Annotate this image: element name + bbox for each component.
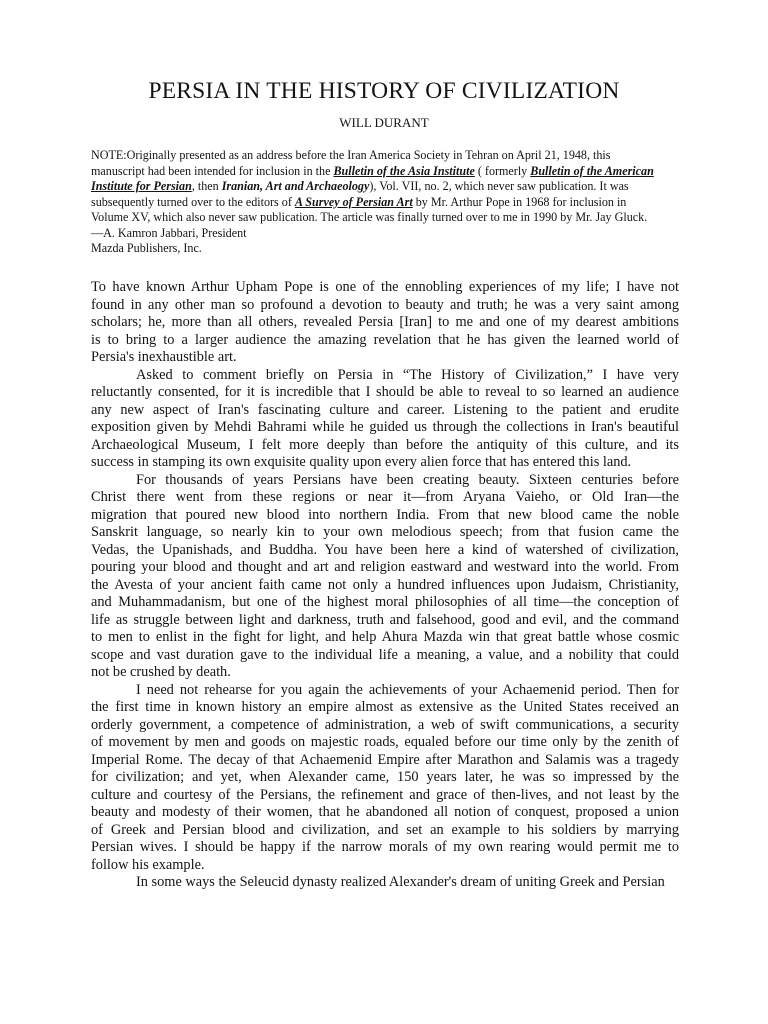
note-line: NOTE:Originally presented as an address before the Iran America Society in Tehran on April 21, 1948, this — [91, 148, 611, 162]
body-line: to men to enlist in the fight for light, and help Ahura Mazda win that great battle whose cosmic — [91, 629, 679, 645]
article-body — [91, 279, 679, 892]
body-line: I need not rehearse for you again the achievements of your Achaemenid period. Then for — [136, 681, 679, 698]
body-line: pouring your blood and thought and art and religion eastward and westward into the world. From — [91, 559, 679, 575]
note-text: ), Vol. VII, no. 2, which never saw publication. It was — [369, 179, 629, 193]
note-text: ( formerly — [474, 163, 531, 178]
note-signature: —A. Kamron Jabbari, President — [91, 225, 247, 240]
note-text: , then — [191, 179, 222, 193]
body-line: culture and courtesy of the Persians, the refinement and grace of then-lives, and not least by the — [91, 786, 679, 803]
body-line: the Avesta of your ancient faith came not only a hundred influences upon Judaism, Christianity, — [91, 576, 679, 593]
note-title-survey: A Survey of Persian Art — [294, 194, 413, 209]
body-line: In some ways the Seleucid dynasty realized Alexander's dream of uniting Greek and Persian — [136, 874, 665, 890]
body-line: Sanskrit language, so nearly kin to your own melodious speech; from that fusion came the — [91, 524, 679, 540]
body-line: is to bring to a larger audience the amazing revelation that he has given the learned world of — [91, 331, 679, 348]
note-publisher: Mazda Publishers, Inc. — [91, 241, 202, 255]
note-line: Volume XV, which also never saw publication. The article was finally turned over to me in 1990 by Mr. Jay Gluck. — [91, 210, 648, 224]
note-line — [91, 164, 681, 180]
body-line: beauty and modesty of their women, that he abandoned all notion of conquest, proposed a union — [91, 804, 679, 820]
body-line: of movement by men and goods on majestic roads, equaled before our time only by the zenith of — [91, 734, 679, 750]
body-line: of Greek and Persian blood and civilization, and set an example to his soldiers by marrying — [91, 821, 679, 838]
body-line: and Muhammadanism, but one of the highest moral philosophies of all time—the conception of — [91, 594, 679, 610]
body-line: Asked to comment briefly on Persia in “The History of Civilization,” I have very — [136, 366, 679, 383]
body-line: exposition given by Mehdi Bahrami while he guided us through the collections in Iran's beautiful — [91, 419, 679, 435]
body-line: follow his example. — [91, 856, 205, 873]
body-line: Archaeological Museum, I felt more deeply than before the antiquity of this culture, and its — [91, 436, 679, 453]
body-line: for civilization; and yet, when Alexander came, 150 years later, he was so impressed by the — [91, 769, 679, 785]
note-text: subsequently turned over to the editors of — [91, 194, 295, 209]
note-text: manuscript had been intended for inclusion in the — [91, 163, 334, 178]
body-line: any new aspect of Iran's fascinating culture and career. Listening to the patient and erudite — [91, 401, 679, 418]
note-title-bulletin-american: Bulletin of the American — [530, 163, 654, 178]
note-title-iranian-art: Iranian, Art and Archaeology — [221, 179, 370, 193]
body-line: Imperial Rome. The decay of that Achaemenid Empire after Marathon and Salamis was a tragedy — [91, 751, 679, 768]
note-text: by Mr. Arthur Pope in 1968 for inclusion in — [412, 194, 627, 209]
body-line: found in any other man so profound a devotion to beauty and truth; he was a very saint among — [91, 296, 679, 313]
note-line — [91, 195, 681, 211]
body-line: Christ there went from these regions or near it—from Aryana Vaieho, or Old Iran—the — [91, 489, 679, 505]
body-line: the first time in known history an empire almost as extensive as the United States received an — [91, 699, 679, 715]
body-line: orderly government, a competence of administration, a web of swift communications, a security — [91, 716, 679, 733]
body-line: Persia's inexhaustible art. — [91, 349, 237, 365]
note-title-institute: Institute for Persian — [91, 179, 192, 193]
note-title-bulletin-asia: Bulletin of the Asia Institute — [333, 163, 475, 178]
document-title: PERSIA IN THE HISTORY OF CIVILIZATION — [148, 78, 620, 104]
body-line: success in stamping its own exquisite quality upon every alien force that has entered this land. — [91, 454, 632, 470]
body-line: reluctantly consented, for it is incredible that I should be able to reveal to so learned an audience — [91, 384, 679, 400]
body-line: Vedas, the Upanishads, and Buddha. You have been here a kind of watershed of civilization, — [91, 541, 679, 558]
body-line: migration that poured new blood into northern India. From that new blood came the noble — [91, 506, 679, 523]
body-line: life as struggle between light and darkness, truth and falsehood, good and evil, and the command — [91, 611, 679, 628]
editor-note — [91, 148, 681, 257]
body-line: not be crushed by death. — [91, 664, 231, 680]
document-author: WILL DURANT — [339, 115, 429, 130]
body-line: To have known Arthur Upham Pope is one of the ennobling experiences of my life; I have not — [91, 279, 679, 295]
body-line: scope and vast duration gave to the individual life a meaning, a value, and a nobility that could — [91, 646, 679, 663]
body-line: For thousands of years Persians have been creating beauty. Sixteen centuries before — [136, 471, 679, 488]
note-line — [91, 179, 681, 195]
body-line: scholars; he, more than all others, revealed Persia [Iran] to me and one of my dearest ambitions — [91, 314, 679, 330]
body-line: Persian wives. I should be happy if the narrow morals of my own rearing would permit me to — [91, 839, 679, 855]
